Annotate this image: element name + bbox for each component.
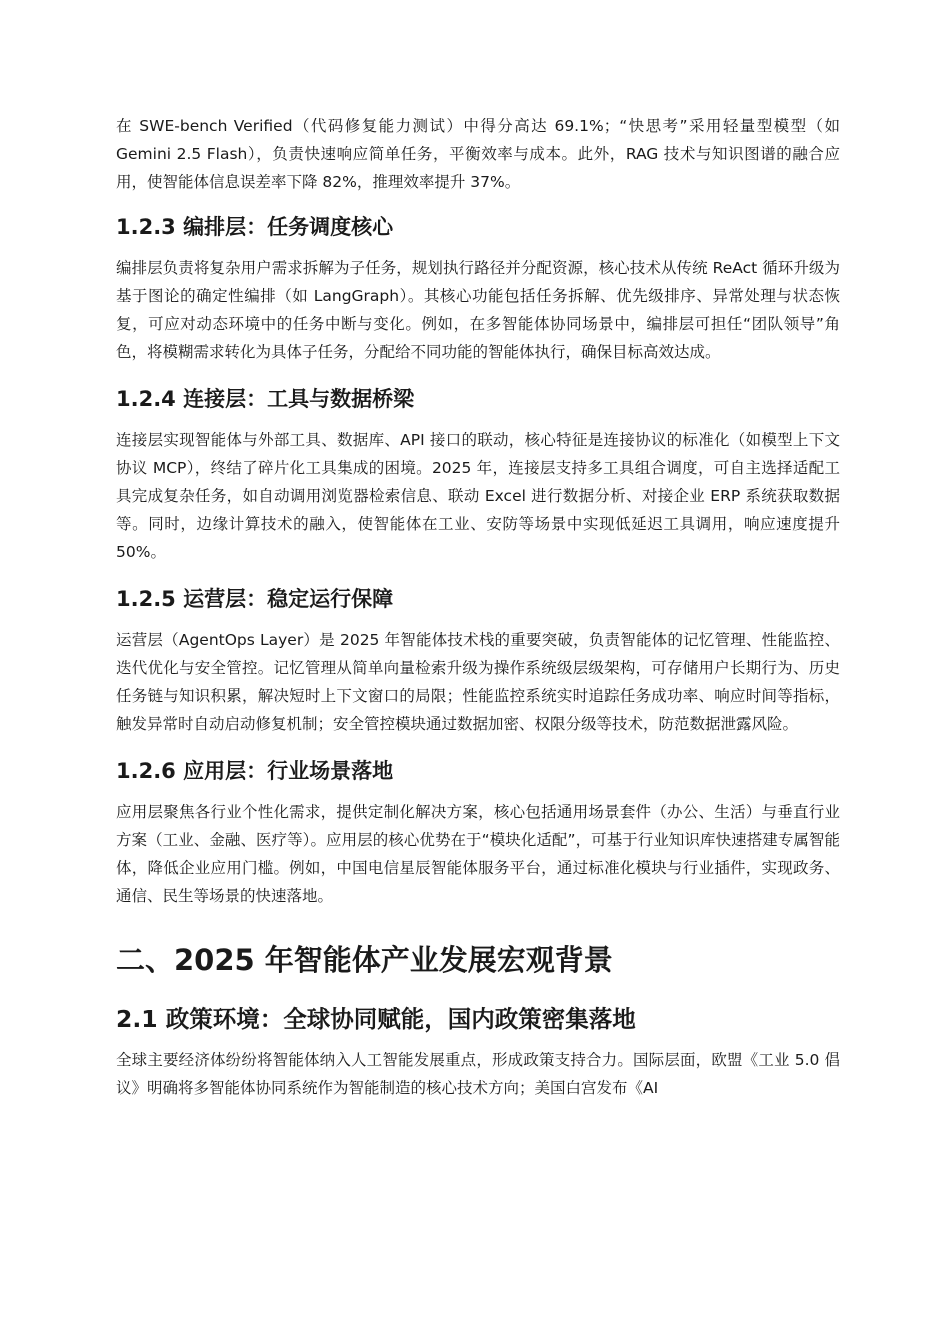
paragraph-application-layer: 应用层聚焦各行业个性化需求，提供定制化解决方案，核心包括通用场景套件（办公、生活）与垂直行业方案（工业、金融、医疗等）。应用层的核心优势在于“模块化适配”，可基于行业知识库快速搭建专属智能体，降低企业应用门槛。例如，中国电信星辰智能体服务平台，通过标准化模块与行业插件，实现政务、通信、民生等场景的快速落地。: [116, 803, 840, 905]
heading-1-2-6: 1.2.6 应用层：行业场景落地: [116, 759, 394, 783]
heading-1-2-4: 1.2.4 连接层：工具与数据桥梁: [116, 387, 415, 411]
paragraph-operations-layer: 运营层（AgentOps Layer）是 2025 年智能体技术栈的重要突破，负责智能体的记忆管理、性能监控、迭代优化与安全管控。记忆管理从简单向量检索升级为操作系统级层级架构，可存储用户长期行为、历史任务链与知识积累，解决短时上下文窗口的局限；性能监控系统实时追踪任务成功率、响应时间等指标，触发异常时自动启动修复机制；安全管控模块通过数据加密、权限分级等技术，防范数据泄露风险。: [116, 631, 840, 733]
paragraph-policy-environment: 全球主要经济体纷纷将智能体纳入人工智能发展重点，形成政策支持合力。国际层面，欧盟《工业 5.0 倡议》明确将多智能体协同系统作为智能制造的核心技术方向；美国白宫发布《AI: [116, 1051, 840, 1097]
chapter-heading-2: 二、2025 年智能体产业发展宏观背景: [116, 943, 613, 977]
paragraph-connection-layer: 连接层实现智能体与外部工具、数据库、API 接口的联动，核心特征是连接协议的标准化（如模型上下文协议 MCP），终结了碎片化工具集成的困境。2025 年，连接层支持多工具组合调度，可自主选择适配工具完成复杂任务，如自动调用浏览器检索信息、联动 Excel 进行数据分析、对接企业 ERP 系统获取数据等。同时，边缘计算技术的融入，使智能体在工业、安防等场景中实现低延迟工具调用，响应速度提升 50%。: [116, 431, 840, 561]
heading-1-2-5: 1.2.5 运营层：稳定运行保障: [116, 587, 394, 611]
paragraph-model-section-end: 在 SWE-bench Verified（代码修复能力测试）中得分高达 69.1%；“快思考”采用轻量型模型（如 Gemini 2.5 Flash），负责快速响应简单任务，平衡效率与成本。此外，RAG 技术与知识图谱的融合应用，使智能体信息误差率下降 82%，推理效率提升 37%。: [116, 117, 840, 191]
heading-2-1: 2.1 政策环境：全球协同赋能，国内政策密集落地: [116, 1005, 636, 1033]
paragraph-orchestration-layer: 编排层负责将复杂用户需求拆解为子任务，规划执行路径并分配资源，核心技术从传统 ReAct 循环升级为基于图论的确定性编排（如 LangGraph）。其核心功能包括任务拆解、优先级排序、异常处理与状态恢复，可应对动态环境中的任务中断与变化。例如，在多智能体协同场景中，编排层可担任“团队领导”角色，将模糊需求转化为具体子任务，分配给不同功能的智能体执行，确保目标高效达成。: [116, 259, 840, 361]
heading-1-2-3: 1.2.3 编排层：任务调度核心: [116, 215, 394, 239]
document-page: [116, 112, 840, 1102]
